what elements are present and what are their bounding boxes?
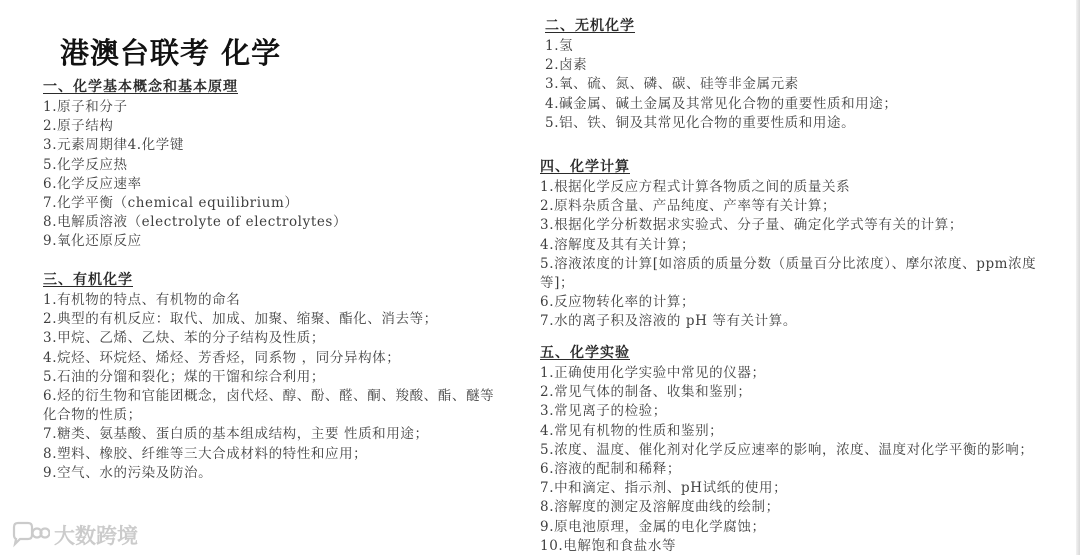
list-item: 3.根据化学分析数据求实验式、分子量、确定化学式等有关的计算； (540, 217, 963, 234)
list-item: 4.烷烃、环烷烃、烯烃、芳香烃，同系物 ，同分异构体； (43, 349, 401, 366)
section-inorganic-chemistry (545, 17, 1065, 133)
list-item: 5.浓度、温度、催化剂对化学反应速率的影响，浓度、温度对化学平衡的影响； (540, 441, 1034, 458)
list-item: 5.石油的分馏和裂化；煤的干馏和综合利用； (43, 368, 325, 385)
list-item: 3.氧、硫、氮、磷、碳、硅等非金属元素 (545, 76, 799, 93)
list-item: 8.电解质溶液（electrolyte of electrolytes） (43, 214, 348, 231)
list-chemical-calculation (540, 178, 1070, 332)
list-item: 9.空气、水的污染及防治。 (43, 464, 213, 481)
list-item: 7.糖类、氨基酸、蛋白质的基本组成结构，主要 性质和用途； (43, 426, 429, 443)
section-basic-concepts (43, 78, 523, 252)
list-organic-chemistry (43, 291, 533, 483)
list-item: 6.反应物转化率的计算； (540, 294, 696, 311)
list-item: 5.铝、铁、铜及其常见化合物的重要性质和用途。 (545, 114, 856, 131)
section-chemical-calculation (540, 158, 1070, 332)
list-basic-concepts (43, 98, 523, 252)
list-item: 3.甲烷、乙烯、乙炔、苯的分子结构及性质； (43, 330, 325, 347)
watermark-text: 大数跨境 (54, 524, 138, 548)
page-edge-shadow (1076, 0, 1080, 555)
section-title-chemical-experiment: 五、化学实验 (540, 345, 630, 361)
section-title-inorganic-chemistry: 二、无机化学 (545, 18, 635, 34)
list-inorganic-chemistry (545, 37, 1065, 133)
list-item: 1.正确使用化学实验中常见的仪器； (540, 365, 766, 381)
section-title-basic-concepts: 一、化学基本概念和基本原理 (43, 79, 238, 95)
list-item: 7.水的离子积及溶液的 pH 等有关计算。 (540, 313, 797, 330)
list-item: 4.溶解度及其有关计算； (540, 236, 696, 253)
section-title-organic-chemistry: 三、有机化学 (43, 272, 133, 288)
list-item: 2.常见气体的制备、收集和鉴别； (540, 384, 752, 401)
chat-bubble-logo-icon (10, 521, 50, 549)
list-item: 3.元素周期律4.化学键 (43, 137, 184, 154)
list-item: 7.化学平衡（chemical equilibrium） (43, 195, 299, 212)
list-chemical-experiment (540, 364, 1080, 556)
section-chemical-experiment (540, 344, 1080, 556)
list-item: 1.原子和分子 (43, 99, 128, 115)
list-item: 6.烃的衍生物和官能团概念，卤代烃、醇、酚、醛、酮、羧酸、酯、醚等化合物的性质； (43, 388, 495, 424)
list-item: 6.化学反应速率 (43, 175, 142, 192)
list-item: 4.碱金属、碱土金属及其常见化合物的重要性质和用途； (545, 95, 898, 112)
page-title: 港澳台联考 化学 (60, 36, 282, 71)
list-item: 7.中和滴定、指示剂、pH试纸的使用； (540, 480, 788, 497)
list-item: 1.氢 (545, 38, 574, 54)
list-item: 2.典型的有机反应：取代、加成、加聚、缩聚、酯化、消去等； (43, 311, 438, 328)
list-item: 2.原料杂质含量、产品纯度、产率等有关计算； (540, 198, 837, 215)
list-item: 8.溶解度的测定及溶解度曲线的绘制； (540, 499, 780, 516)
section-title-chemical-calculation: 四、化学计算 (540, 159, 630, 175)
watermark (10, 520, 138, 550)
list-item: 3.常见离子的检验； (540, 403, 667, 420)
list-item: 10.电解饱和食盐水等 (540, 537, 677, 554)
list-item: 5.化学反应热 (43, 156, 128, 173)
list-item: 9.氧化还原反应 (43, 233, 142, 250)
list-item: 9.原电池原理，金属的电化学腐蚀； (540, 518, 766, 535)
list-item: 4.常见有机物的性质和鉴别； (540, 422, 724, 439)
list-item: 8.塑料、橡胶、纤维等三大合成材料的特性和应用； (43, 445, 368, 462)
list-item: 5.溶液浓度的计算[如溶质的质量分数（质量百分比浓度）、摩尔浓度、ppm浓度等]； (540, 255, 1037, 292)
section-organic-chemistry (43, 271, 533, 483)
list-item: 6.溶液的配制和稀释； (540, 461, 681, 478)
list-item: 2.原子结构 (43, 118, 114, 135)
list-item: 1.根据化学反应方程式计算各物质之间的质量关系 (540, 179, 851, 195)
list-item: 1.有机物的特点、有机物的命名 (43, 292, 241, 308)
list-item: 2.卤素 (545, 57, 588, 74)
